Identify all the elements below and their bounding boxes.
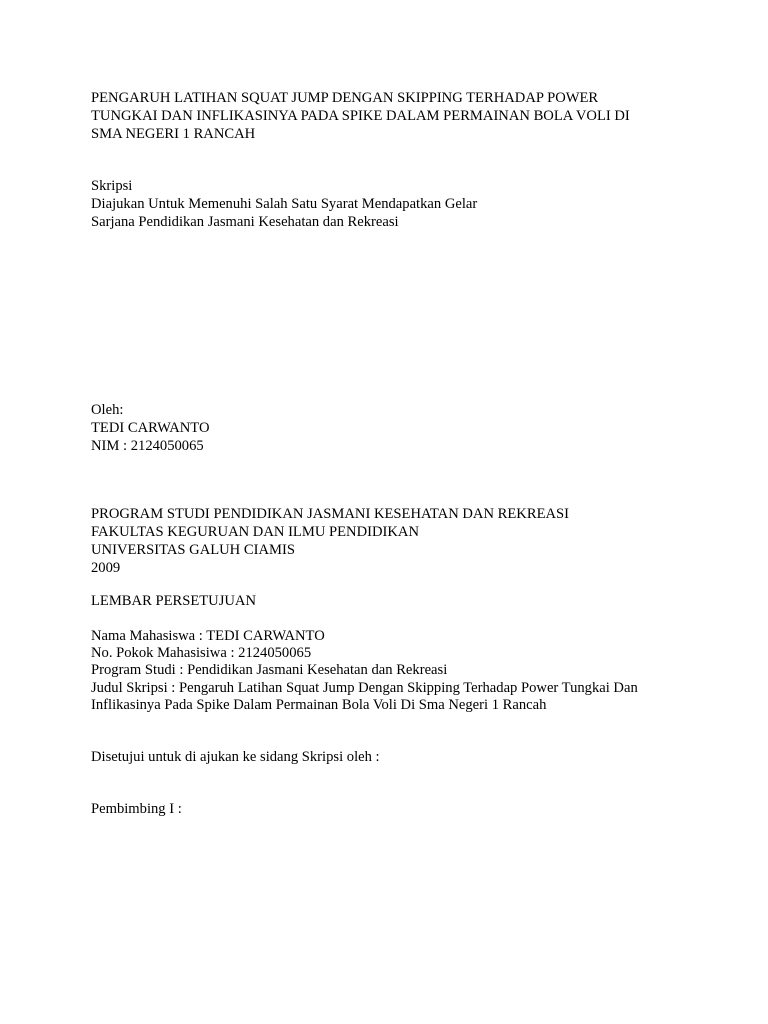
purpose-line-2: Sarjana Pendidikan Jasmani Kesehatan dan Rekreasi (91, 214, 399, 230)
purpose-line-1: Diajukan Untuk Memenuhi Salah Satu Syarat Mendapatkan Gelar (91, 196, 478, 212)
advisor-label: Pembimbing I : (91, 801, 182, 817)
thesis-title-line-2: Inflikasinya Pada Spike Dalam Permainan Bola Voli Di Sma Negeri 1 Rancah (91, 697, 547, 713)
university-name: UNIVERSITAS GALUH CIAMIS (91, 542, 295, 558)
student-name: Nama Mahasiswa : TEDI CARWANTO (91, 628, 325, 644)
title-line-1: PENGARUH LATIHAN SQUAT JUMP DENGAN SKIPPING TERHADAP POWER (91, 90, 599, 106)
program-name: PROGRAM STUDI PENDIDIKAN JASMANI KESEHATAN DAN REKREASI (91, 506, 570, 522)
study-program: Program Studi : Pendidikan Jasmani Kesehatan dan Rekreasi (91, 662, 448, 678)
approval-heading: LEMBAR PERSETUJUAN (91, 593, 257, 609)
student-number: No. Pokok Mahasisiwa : 2124050065 (91, 645, 312, 661)
author-label: Oleh: (91, 402, 124, 418)
year: 2009 (91, 560, 121, 576)
thesis-title-line-1: Judul Skripsi : Pengaruh Latihan Squat Jump Dengan Skipping Terhadap Power Tungkai Dan (91, 680, 638, 696)
author-nim: NIM : 2124050065 (91, 438, 204, 454)
document-type: Skripsi (91, 178, 133, 194)
title-line-2: TUNGKAI DAN INFLIKASINYA PADA SPIKE DALAM PERMAINAN BOLA VOLI DI (91, 108, 630, 124)
approval-statement: Disetujui untuk di ajukan ke sidang Skripsi oleh : (91, 749, 380, 765)
author-name: TEDI CARWANTO (91, 420, 210, 436)
faculty-name: FAKULTAS KEGURUAN DAN ILMU PENDIDIKAN (91, 524, 419, 540)
title-line-3: SMA NEGERI 1 RANCAH (91, 126, 256, 142)
